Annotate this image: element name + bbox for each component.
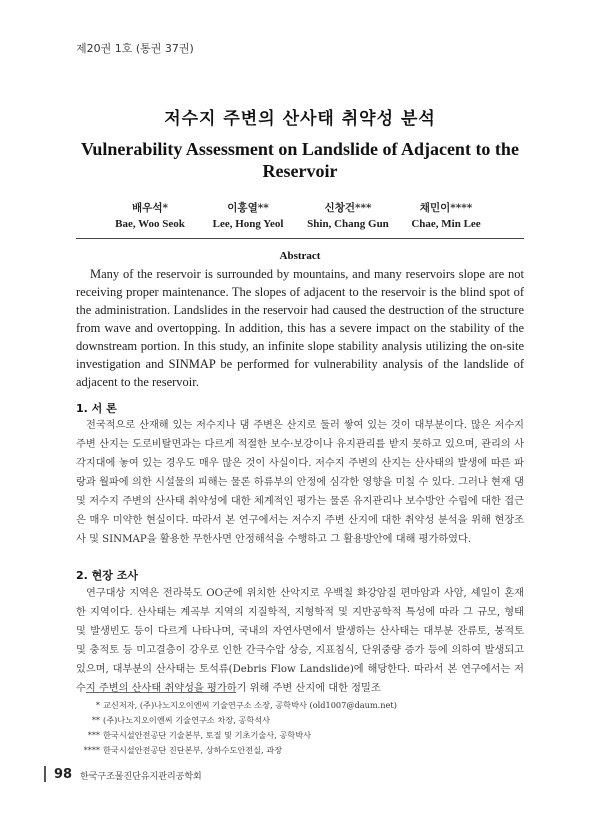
author-4: [396, 200, 496, 230]
footnote-mark: *: [95, 700, 100, 710]
footer-bar: [44, 766, 46, 782]
footnote: [80, 743, 530, 758]
page-number: 98: [54, 767, 73, 782]
header-divider: [76, 238, 524, 239]
issue-label: 제20권 1호 (통권 37권): [76, 42, 194, 55]
author-name-korean: 신창건***: [324, 202, 372, 214]
author-name-korean: 이홍열**: [227, 202, 269, 214]
author-name-english: Lee, Hong Yeol: [212, 218, 284, 230]
author-name-korean: 배우석*: [132, 202, 168, 214]
footnote: [80, 713, 530, 728]
abstract-text: Many of the reservoir is surrounded by mountains, and many reservoirs slope are not receiving proper maintenance. The slopes of adjacent to the reservoir is the blind spot of the administration. Landslides in the reservoir had caused the destruction of the structure from wave and overtopping. In addition, this has a severe impact on the stability of the downstream portion. In this study, an infinite slope stability analysis utilizing the on-site investigation and SINMAP be performed for vulnerability analysis of the landslide of adjacent to the reservoir.: [76, 267, 524, 389]
footnote: [80, 698, 530, 713]
footnote-mark: ****: [83, 745, 100, 755]
section-text-introduction: 전국적으로 산재해 있는 저수지나 댐 주변은 산지로 둘러 쌓여 있는 것이 대부분이다. 많은 저수지 주변 산지는 도로비탈면과는 다르게 적절한 보수·보강이나 유지관리를 받지 못하고 있으며, 관리의 사각지대에 놓여 있는 경우도 매우 많은 것이 사실이다. 저수지 주변의 산지는 산사태의 발생에 따른 파랑과 월파에 의한 시설물의 피해는 물론 하류부의 안정에 심각한 영향을 미칠 수 있다. 그러나 현재 댐 및 저수지 주변의 산사태 취약성에 대한 체계적인 평가는 물론 유지관리나 보수방안 수립에 대한 접근은 매우 미약한 현실이다. 따라서 본 연구에서는 저수지 주변 산지에 대한 취약성 분석을 위해 현장조사 및 SINMAP을 활용한 무한사면 안정해석을 수행하고 그 활용방안에 대해 평가하였다.: [76, 420, 524, 545]
author-name-korean: 채민이****: [419, 202, 473, 214]
footnotes: [80, 698, 530, 758]
abstract-heading: Abstract: [279, 250, 321, 262]
footnote-text: 교신저자, (주)나노지오이엔씨 기술연구소 소장, 공학박사 (old1007@daum.net): [103, 700, 397, 710]
section-heading-introduction: 1. 서 론: [76, 402, 117, 415]
footnote-text: 한국시설안전공단 진단본부, 상하수도안전실, 과장: [103, 745, 283, 755]
author-list: [0, 200, 600, 240]
section-heading-field-survey: 2. 현장 조사: [76, 569, 138, 582]
journal-name: 한국구조물진단유지관리공학회: [80, 772, 202, 782]
footnote-mark: **: [91, 715, 100, 725]
author-3: [298, 200, 398, 230]
page-footer: [36, 764, 336, 786]
author-1: [100, 200, 200, 230]
author-name-english: Chae, Min Lee: [411, 218, 481, 230]
footnote-text: 한국시설안전공단 기술본부, 토질 및 기초기술사, 공학박사: [103, 730, 312, 740]
footnote: [80, 728, 530, 743]
footnote-text: (주)나노지오이엔씨 기술연구소 차장, 공학석사: [103, 715, 271, 725]
footnote-divider: [86, 692, 236, 693]
title-english: Vulnerability Assessment on Landslide of Adjacent to the Reservoir: [81, 139, 519, 181]
author-2: [198, 200, 298, 230]
section-text-field-survey: 연구대상 지역은 전라북도 OO군에 위치한 산악지로 우백칠 화강암질 편마암과 사암, 셰일이 혼재한 지역이다. 산사태는 계곡부 지역의 지질학적, 지형학적 및 지반공학적 특성에 따라 그 규모, 형태 및 발생빈도 등이 다르게 나타나며, 국내의 자연사면에서 발생하는 산사태는 대부분 잔류토, 붕적토 및 충적토 등 미고결층이 강우로 인한 간극수압 상승, 지표침식, 단위중량 증가 등에 의하여 발생되고 있으며, 대부분의 산사태는 토석류(Debris Flow Landslide)에 해당한다. 따라서 본 연구에서는 저수지 주변의 산사태 취약성을 평가하기 위해 주변 산지에 대한 정밀조: [76, 588, 524, 694]
footnote-mark: ***: [87, 730, 100, 740]
author-name-english: Bae, Woo Seok: [115, 218, 185, 230]
author-name-english: Shin, Chang Gun: [307, 218, 389, 230]
title-korean: 저수지 주변의 산사태 취약성 분석: [164, 109, 436, 129]
